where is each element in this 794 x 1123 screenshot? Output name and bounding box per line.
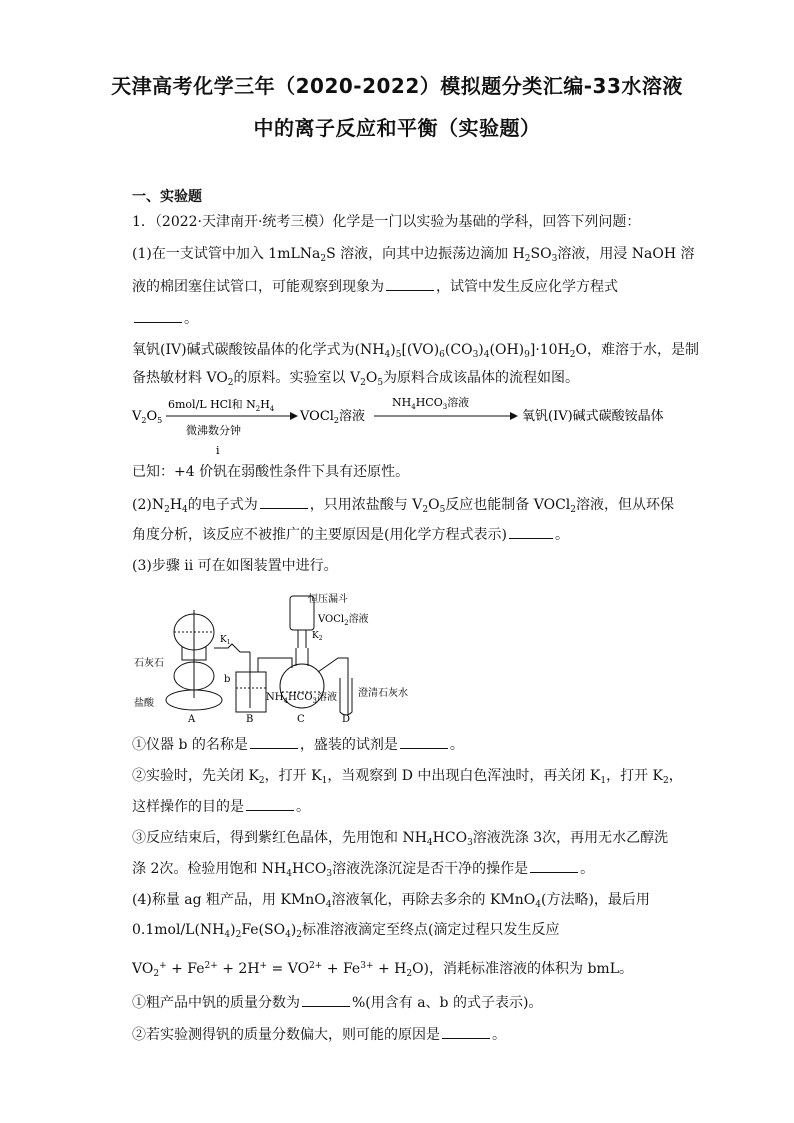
- page-title-line2: 中的离子反应和平衡（实验题）: [253, 116, 541, 140]
- sub2-line1: ②实验时，先关闭 $K_2$，打开 $K_1$，当观察到 D 中出现白色浑浊时，再关闭 $K_1$，打开 $K_2$，: [132, 768, 683, 786]
- q3-intro: (3)步骤 ii 可在如图装置中进行。: [132, 558, 338, 574]
- answer-blank[interactable]: [250, 734, 298, 749]
- flow-reagent1: 6mol/L HCl和 $N_2H_4$: [168, 398, 275, 413]
- section-heading: 一、实验题: [132, 189, 202, 205]
- test-tube-d: [340, 678, 352, 715]
- label-nh4hco3: $NH_4HCO_3$溶液: [266, 692, 337, 705]
- flow-reagent2: $NH_4HCO_3$溶液: [392, 396, 470, 411]
- label-limestone: 石灰石: [134, 658, 164, 669]
- flow-condition: 微沸数分钟: [186, 424, 241, 437]
- kipp-outlet-tube: [214, 644, 250, 652]
- answer-blank[interactable]: [386, 276, 434, 291]
- sub1: ①仪器 b 的名称是 ，盛装的试剂是 。: [132, 734, 464, 755]
- label-limewater: 澄清石灰水: [358, 688, 408, 699]
- intro-formula-line1: 氧钒(IV)碱式碳酸铵晶体的化学式为$(NH_4)_5[(VO)_6(CO_3)_4(OH)_9]\cdot 10H_2O$，难溶于水，是制: [132, 342, 700, 360]
- sub3-line1: ③反应结束后，得到紫红色晶体，先用饱和 $NH_4HCO_3$溶液洗涤 3次，再用无水乙醇洗: [132, 830, 669, 848]
- flask-center-neck: [296, 648, 308, 666]
- apparatus-diagram: [132, 588, 432, 726]
- answer-blank[interactable]: [246, 796, 294, 811]
- answer-blank[interactable]: [134, 308, 182, 323]
- q1-part1-line2: 液的棉团塞住试管口，可能观察到现象为 ，试管中发生反应化学方程式: [132, 276, 618, 297]
- flow-arrowhead-1: [290, 412, 298, 420]
- answer-blank[interactable]: [302, 992, 350, 1007]
- result1: ①粗产品中钒的质量分数为 %(用含有 a、b 的式子表示)。: [132, 992, 542, 1013]
- label-C: C: [297, 714, 305, 725]
- q1-part1-line1: (1)在一支试管中加入 1mLNa$_2$S 溶液，向其中边振荡边滴加 $H_2SO_3$溶液，用浸 NaOH 溶: [132, 246, 695, 264]
- flow-arrowhead-2: [510, 412, 518, 420]
- q4-line1: (4)称量 ag 粗产品，用 KMnO$_4$溶液氧化，再除去多余的 KMnO$_4$(方法略)，最后用: [132, 892, 650, 910]
- flow-mid: VOCl$_2$溶液: [300, 409, 366, 425]
- label-A: A: [188, 714, 196, 725]
- known-condition: 已知：+4 价钒在弱酸性条件下具有还原性。: [132, 464, 410, 480]
- answer-blank[interactable]: [260, 494, 308, 509]
- label-B: B: [246, 714, 254, 725]
- answer-blank[interactable]: [509, 524, 553, 539]
- q4-line2: $0.1mol/L(NH_4)_2Fe(SO_4)_2$标准溶液滴定至终点(滴定过程只发生反应: [132, 922, 560, 940]
- label-hcl: 盐酸: [134, 698, 154, 709]
- sub3-line2: 涤 2次。检验用饱和 $NH_4HCO_3$溶液洗涤沉淀是否干净的操作是 。: [132, 858, 594, 884]
- result2: ②若实验测得钒的质量分数偏大，则可能的原因是 。: [132, 1024, 506, 1045]
- label-funnel: 恒压漏斗: [308, 594, 348, 605]
- page-title-line1: 天津高考化学三年（2020-2022）模拟题分类汇编-33水溶液: [111, 74, 683, 98]
- label-k2: $K_2$: [312, 631, 323, 642]
- flask-side-outlet: [318, 658, 348, 714]
- q1-intro: 1．（2022·天津南开·统考三模）化学是一门以实验为基础的学科，回答下列问题：: [132, 214, 641, 230]
- funnel-stem: [298, 630, 306, 648]
- label-k1: $K_1$: [220, 635, 231, 646]
- answer-blank[interactable]: [530, 858, 578, 873]
- label-D: D: [342, 714, 351, 725]
- q2-line2: 角度分析，该反应不被推广的主要原因是(用化学方程式表示) 。: [132, 524, 569, 545]
- intro-formula-line2: 备热敏材料 $VO_2$的原料。实验室以 $V_2O_5$为原料合成该晶体的流程如图。: [132, 370, 580, 388]
- wash-bottle-b: [236, 672, 266, 712]
- flow-step-i: i: [216, 444, 220, 457]
- label-vocl: VOCl$_2$溶液: [318, 614, 369, 627]
- q1-part1-line3: 。: [132, 308, 198, 329]
- label-b: b: [224, 674, 231, 685]
- sub2-line2: 这样操作的目的是 。: [132, 796, 310, 817]
- flow-start: $V_2O_5$: [132, 409, 163, 425]
- synthesis-flow-diagram: [130, 392, 670, 462]
- q2-line1: $(2)N_2H_4$的电子式为 ，只用浓盐酸与 $V_2O_5$反应也能制备 VOCl$_2$溶液，但从环保: [132, 494, 674, 520]
- answer-blank[interactable]: [442, 1024, 490, 1039]
- flow-end: 氧钒(IV)碱式碳酸铵晶体: [522, 409, 664, 424]
- answer-blank[interactable]: [400, 734, 448, 749]
- q4-equation: $VO_2^+ + Fe^{2+} + 2H^+ = VO^{2+} + Fe^{3+} + H_2O$)，消耗标准溶液的体积为 bmL。: [132, 961, 634, 979]
